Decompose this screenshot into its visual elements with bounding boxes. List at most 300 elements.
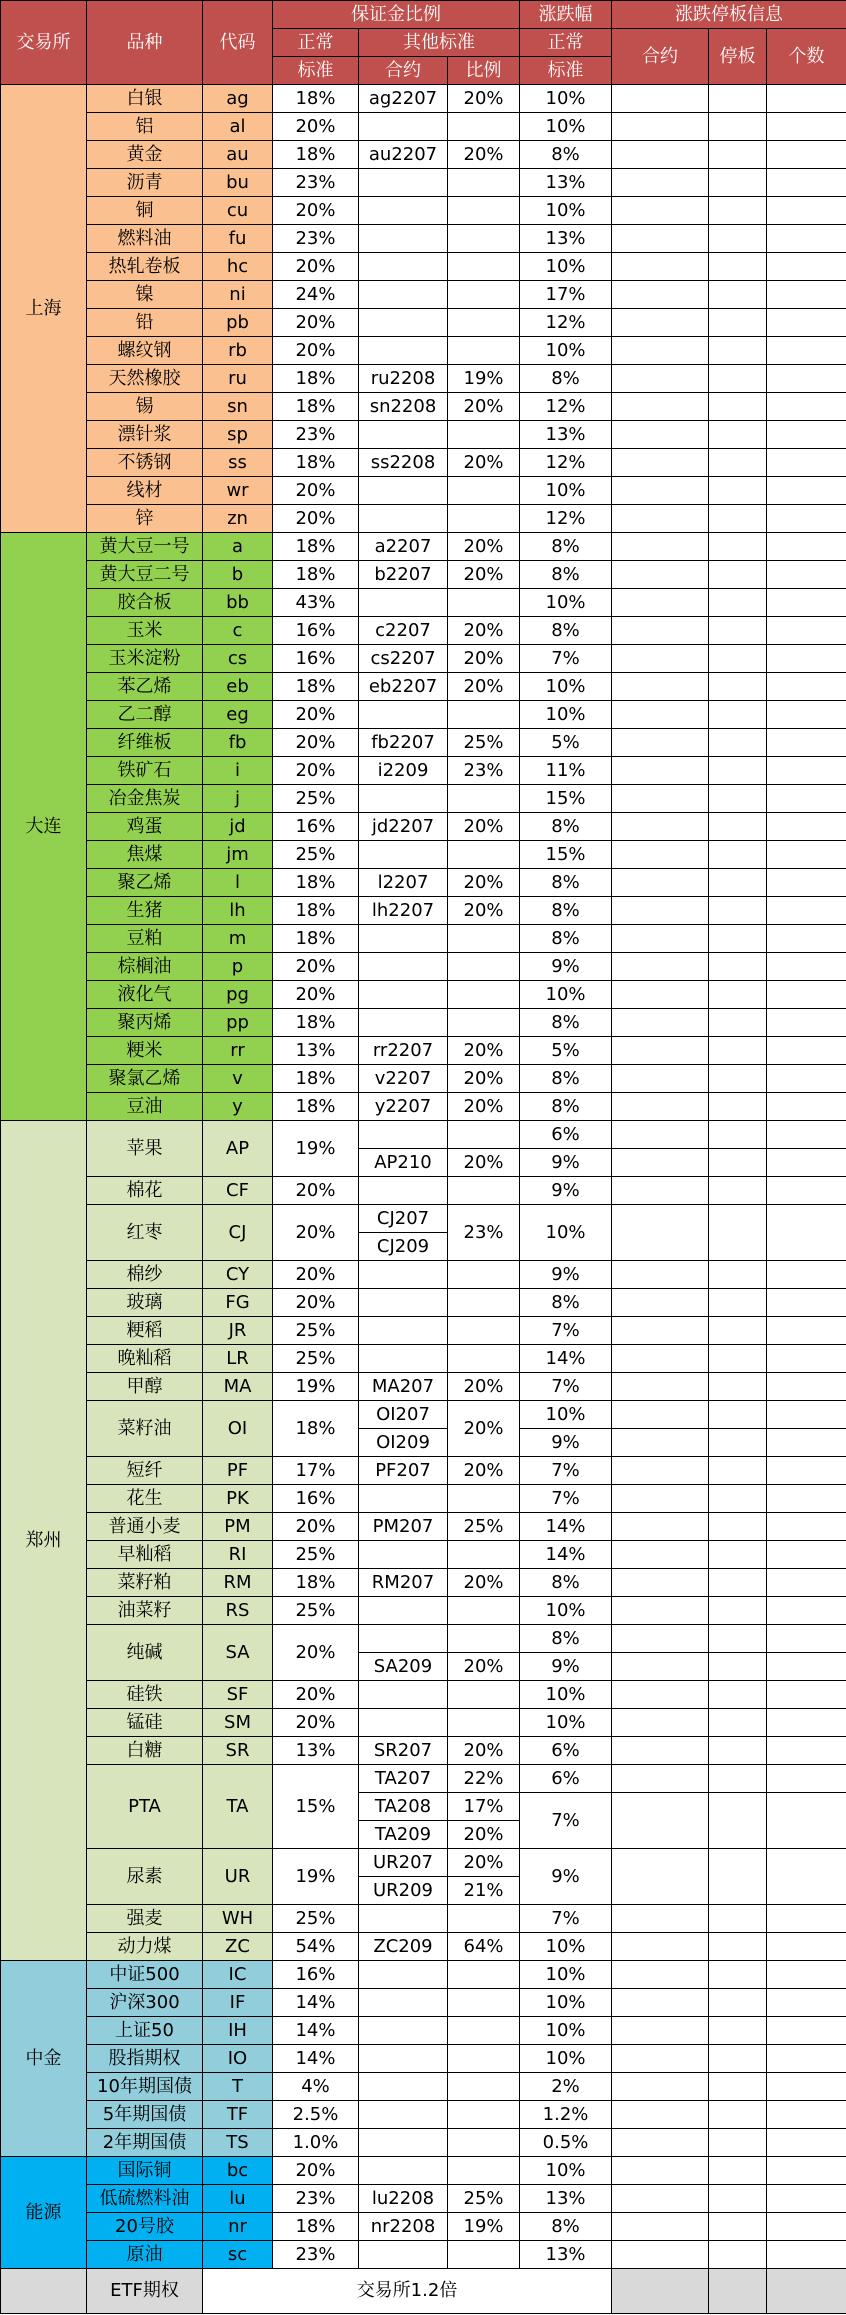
- other-contract-cell: [359, 841, 448, 869]
- other-contract-cell: [359, 1345, 448, 1373]
- limit-info-contract-cell: [612, 253, 709, 281]
- product-name-cell: 焦煤: [87, 841, 203, 869]
- limit-info-count-cell: [767, 785, 846, 813]
- table-row: [1, 1597, 846, 1625]
- product-code-cell: pb: [203, 309, 273, 337]
- other-contract-cell: [359, 1009, 448, 1037]
- other-contract-cell: TA207: [359, 1765, 448, 1793]
- margin-normal-cell: 18%: [273, 925, 359, 953]
- product-code-cell: JR: [203, 1317, 273, 1345]
- limit-info-contract-cell: [612, 2073, 709, 2101]
- limit-info-stop-cell: [709, 1513, 767, 1541]
- limit-info-stop-cell: [709, 1905, 767, 1933]
- margin-normal-cell: 18%: [273, 449, 359, 477]
- limit-info-stop-cell: [709, 281, 767, 309]
- table-row: [1, 645, 846, 673]
- limit-info-stop-cell: [709, 1373, 767, 1401]
- other-ratio-cell: [448, 1317, 520, 1345]
- limit-info-contract-cell: [612, 1541, 709, 1569]
- other-ratio-cell: [448, 925, 520, 953]
- table-row: [1, 533, 846, 561]
- other-ratio-cell: [448, 1289, 520, 1317]
- margin-normal-cell: 18%: [273, 1093, 359, 1121]
- product-name-cell: 乙二醇: [87, 701, 203, 729]
- other-ratio-cell: 20%: [448, 617, 520, 645]
- other-contract-cell: [359, 1989, 448, 2017]
- limit-normal-cell: 10%: [520, 477, 612, 505]
- product-code-cell: jm: [203, 841, 273, 869]
- product-code-cell: RS: [203, 1597, 273, 1625]
- limit-info-count-cell: [767, 2073, 846, 2101]
- product-name-cell: 黄大豆二号: [87, 561, 203, 589]
- margin-normal-cell: 16%: [273, 645, 359, 673]
- other-contract-cell: [359, 1681, 448, 1709]
- margin-normal-cell: 16%: [273, 1961, 359, 1989]
- other-contract-cell: v2207: [359, 1065, 448, 1093]
- limit-info-contract-cell: [612, 2185, 709, 2213]
- product-code-cell: nr: [203, 2213, 273, 2241]
- margin-normal-cell: 54%: [273, 1933, 359, 1961]
- other-ratio-cell: 20%: [448, 673, 520, 701]
- limit-info-contract-cell: [612, 785, 709, 813]
- other-ratio-cell: 20%: [448, 897, 520, 925]
- other-contract-cell: [359, 113, 448, 141]
- header-row-1: [1, 1, 846, 29]
- product-code-cell: y: [203, 1093, 273, 1121]
- product-name-cell: 生猪: [87, 897, 203, 925]
- limit-info-stop-cell: [709, 365, 767, 393]
- margin-normal-cell: 18%: [273, 561, 359, 589]
- exchange-cell: 大连: [1, 533, 87, 1121]
- other-contract-cell: OI209: [359, 1429, 448, 1457]
- table-row: [1, 337, 846, 365]
- other-contract-cell: [359, 169, 448, 197]
- other-contract-cell: l2207: [359, 869, 448, 897]
- limit-info-contract-cell: [612, 897, 709, 925]
- limit-normal-cell: 10%: [520, 1933, 612, 1961]
- limit-normal-cell: 9%: [520, 1261, 612, 1289]
- limit-info-stop-cell: [709, 393, 767, 421]
- margin-normal-cell: 16%: [273, 617, 359, 645]
- table-row: [1, 925, 846, 953]
- limit-info-contract-cell: [612, 1429, 709, 1457]
- table-row: [1, 953, 846, 981]
- product-name-cell: 早籼稻: [87, 1541, 203, 1569]
- other-contract-cell: [359, 1905, 448, 1933]
- limit-info-stop-cell: [709, 1093, 767, 1121]
- header-limit-normal-1: 正常: [520, 29, 612, 57]
- other-ratio-cell: [448, 505, 520, 533]
- other-ratio-cell: [448, 2157, 520, 2185]
- product-name-cell: 股指期权: [87, 2045, 203, 2073]
- other-contract-cell: jd2207: [359, 813, 448, 841]
- limit-info-stop-cell: [709, 2101, 767, 2129]
- product-code-cell: wr: [203, 477, 273, 505]
- margin-normal-cell: 20%: [273, 981, 359, 1009]
- other-contract-cell: a2207: [359, 533, 448, 561]
- table-row: [1, 1317, 846, 1345]
- limit-info-stop-cell: [709, 869, 767, 897]
- table-row: [1, 197, 846, 225]
- other-contract-cell: [359, 421, 448, 449]
- other-ratio-cell: 25%: [448, 2185, 520, 2213]
- product-code-cell: WH: [203, 1905, 273, 1933]
- limit-info-stop-cell: [709, 2045, 767, 2073]
- product-code-cell: bu: [203, 169, 273, 197]
- limit-normal-cell: 10%: [520, 1681, 612, 1709]
- limit-info-count-cell: [767, 645, 846, 673]
- limit-normal-cell: 10%: [520, 113, 612, 141]
- limit-normal-cell: 14%: [520, 1541, 612, 1569]
- margin-normal-cell: 20%: [273, 197, 359, 225]
- table-row: [1, 1401, 846, 1429]
- product-name-cell: 豆粕: [87, 925, 203, 953]
- table-row: [1, 1205, 846, 1233]
- header-info-stop: 停板: [709, 29, 767, 85]
- product-code-cell: TF: [203, 2101, 273, 2129]
- product-name-cell: 动力煤: [87, 1933, 203, 1961]
- product-code-cell: SF: [203, 1681, 273, 1709]
- table-row: [1, 365, 846, 393]
- limit-info-contract-cell: [612, 1569, 709, 1597]
- other-contract-cell: [359, 2045, 448, 2073]
- product-name-cell: 螺纹钢: [87, 337, 203, 365]
- table-row: [1, 785, 846, 813]
- product-code-cell: hc: [203, 253, 273, 281]
- product-name-cell: 甲醇: [87, 1373, 203, 1401]
- limit-normal-cell: 10%: [520, 589, 612, 617]
- margin-normal-cell: 13%: [273, 1037, 359, 1065]
- limit-info-count-cell: [767, 1989, 846, 2017]
- limit-info-count-cell: [767, 337, 846, 365]
- limit-info-stop-cell: [709, 729, 767, 757]
- product-code-cell: fb: [203, 729, 273, 757]
- margin-normal-cell: 19%: [273, 1373, 359, 1401]
- product-code-cell: i: [203, 757, 273, 785]
- product-code-cell: m: [203, 925, 273, 953]
- limit-info-stop-cell: [709, 1681, 767, 1709]
- other-ratio-cell: 20%: [448, 813, 520, 841]
- product-code-cell: SM: [203, 1709, 273, 1737]
- product-code-cell: OI: [203, 1401, 273, 1457]
- product-code-cell: IC: [203, 1961, 273, 1989]
- other-ratio-cell: [448, 1121, 520, 1149]
- limit-info-stop-cell: [709, 225, 767, 253]
- product-code-cell: ni: [203, 281, 273, 309]
- limit-info-contract-cell: [612, 561, 709, 589]
- limit-info-stop-cell: [709, 2129, 767, 2157]
- limit-info-stop-cell: [709, 1009, 767, 1037]
- product-code-cell: ZC: [203, 1933, 273, 1961]
- table-row: [1, 2129, 846, 2157]
- limit-info-count-cell: [767, 113, 846, 141]
- limit-info-contract-cell: [612, 1345, 709, 1373]
- product-name-cell: 沪深300: [87, 1989, 203, 2017]
- product-name-cell: 热轧卷板: [87, 253, 203, 281]
- footer-info-stop-cell: [709, 2269, 767, 2314]
- margin-normal-cell: 20%: [273, 701, 359, 729]
- header-normal-1: 正常: [273, 29, 359, 57]
- limit-info-contract-cell: [612, 85, 709, 113]
- limit-normal-cell: 7%: [520, 1373, 612, 1401]
- other-contract-cell: [359, 2101, 448, 2129]
- limit-info-contract-cell: [612, 1513, 709, 1541]
- table-row: [1, 1765, 846, 1793]
- other-ratio-cell: [448, 1989, 520, 2017]
- limit-info-contract-cell: [612, 981, 709, 1009]
- limit-info-count-cell: [767, 2213, 846, 2241]
- product-code-cell: UR: [203, 1849, 273, 1905]
- limit-info-contract-cell: [612, 1037, 709, 1065]
- product-code-cell: IH: [203, 2017, 273, 2045]
- table-row: [1, 2241, 846, 2269]
- limit-normal-cell: 10%: [520, 1989, 612, 2017]
- margin-normal-cell: 20%: [273, 729, 359, 757]
- limit-normal-cell: 10%: [520, 673, 612, 701]
- limit-info-stop-cell: [709, 1625, 767, 1653]
- other-ratio-cell: [448, 953, 520, 981]
- limit-info-stop-cell: [709, 841, 767, 869]
- other-ratio-cell: [448, 253, 520, 281]
- limit-info-contract-cell: [612, 449, 709, 477]
- limit-info-contract-cell: [612, 1681, 709, 1709]
- margin-normal-cell: 18%: [273, 869, 359, 897]
- limit-info-contract-cell: [612, 1205, 709, 1261]
- table-row: [1, 561, 846, 589]
- margin-normal-cell: 25%: [273, 1597, 359, 1625]
- exchange-cell: 中金: [1, 1961, 87, 2157]
- limit-info-stop-cell: [709, 253, 767, 281]
- header-limit-normal-2: 标准: [520, 57, 612, 85]
- product-name-cell: 20号胶: [87, 2213, 203, 2241]
- margin-normal-cell: 14%: [273, 1989, 359, 2017]
- limit-info-contract-cell: [612, 1317, 709, 1345]
- limit-info-count-cell: [767, 1289, 846, 1317]
- margin-normal-cell: 15%: [273, 1765, 359, 1849]
- product-name-cell: 锰硅: [87, 1709, 203, 1737]
- table-row: [1, 2157, 846, 2185]
- product-code-cell: zn: [203, 505, 273, 533]
- limit-info-contract-cell: [612, 2213, 709, 2241]
- other-ratio-cell: 19%: [448, 2213, 520, 2241]
- limit-info-contract-cell: [612, 1989, 709, 2017]
- margin-normal-cell: 18%: [273, 141, 359, 169]
- limit-info-stop-cell: [709, 1989, 767, 2017]
- other-contract-cell: UR209: [359, 1877, 448, 1905]
- other-ratio-cell: 19%: [448, 365, 520, 393]
- table-row: [1, 1457, 846, 1485]
- table-row: [1, 1849, 846, 1877]
- table-row: [1, 1345, 846, 1373]
- product-name-cell: 白糖: [87, 1737, 203, 1765]
- limit-info-count-cell: [767, 281, 846, 309]
- table-row: [1, 1961, 846, 1989]
- product-name-cell: 冶金焦炭: [87, 785, 203, 813]
- other-contract-cell: [359, 477, 448, 505]
- other-ratio-cell: [448, 1961, 520, 1989]
- product-name-cell: 纤维板: [87, 729, 203, 757]
- limit-normal-cell: 7%: [520, 1905, 612, 1933]
- other-contract-cell: cs2207: [359, 645, 448, 673]
- other-contract-cell: [359, 2017, 448, 2045]
- product-name-cell: 强麦: [87, 1905, 203, 1933]
- product-code-cell: l: [203, 869, 273, 897]
- exchange-cell: 郑州: [1, 1121, 87, 1961]
- limit-normal-cell: 9%: [520, 1849, 612, 1905]
- other-ratio-cell: 20%: [448, 449, 520, 477]
- limit-info-stop-cell: [709, 1597, 767, 1625]
- limit-info-count-cell: [767, 2157, 846, 2185]
- limit-info-count-cell: [767, 1345, 846, 1373]
- limit-normal-cell: 11%: [520, 757, 612, 785]
- margin-normal-cell: 14%: [273, 2045, 359, 2073]
- product-code-cell: lu: [203, 2185, 273, 2213]
- limit-info-stop-cell: [709, 617, 767, 645]
- margin-normal-cell: 20%: [273, 1177, 359, 1205]
- header-code: 代码: [203, 1, 273, 85]
- product-name-cell: 粳稻: [87, 1317, 203, 1345]
- table-row: [1, 1373, 846, 1401]
- margin-normal-cell: 18%: [273, 393, 359, 421]
- limit-info-contract-cell: [612, 477, 709, 505]
- limit-info-contract-cell: [612, 421, 709, 449]
- product-code-cell: fu: [203, 225, 273, 253]
- limit-info-count-cell: [767, 2017, 846, 2045]
- limit-normal-cell: 9%: [520, 1429, 612, 1457]
- limit-normal-cell: 8%: [520, 1625, 612, 1653]
- other-ratio-cell: 20%: [448, 1149, 520, 1177]
- other-ratio-cell: [448, 1009, 520, 1037]
- limit-info-count-cell: [767, 925, 846, 953]
- table-row: [1, 1177, 846, 1205]
- other-contract-cell: TA209: [359, 1821, 448, 1849]
- product-code-cell: SA: [203, 1625, 273, 1681]
- product-code-cell: b: [203, 561, 273, 589]
- limit-info-stop-cell: [709, 1457, 767, 1485]
- table-row: [1, 813, 846, 841]
- limit-normal-cell: 0.5%: [520, 2129, 612, 2157]
- product-name-cell: 国际铜: [87, 2157, 203, 2185]
- other-ratio-cell: [448, 2017, 520, 2045]
- product-name-cell: 棉纱: [87, 1261, 203, 1289]
- limit-normal-cell: 5%: [520, 1037, 612, 1065]
- table-row: [1, 1569, 846, 1597]
- limit-info-stop-cell: [709, 1709, 767, 1737]
- table-row: [1, 421, 846, 449]
- table-row: [1, 393, 846, 421]
- other-contract-cell: ZC209: [359, 1933, 448, 1961]
- product-code-cell: FG: [203, 1289, 273, 1317]
- limit-info-stop-cell: [709, 1569, 767, 1597]
- limit-info-stop-cell: [709, 1261, 767, 1289]
- other-ratio-cell: [448, 281, 520, 309]
- table-row: [1, 1009, 846, 1037]
- limit-info-count-cell: [767, 1177, 846, 1205]
- table-row: [1, 505, 846, 533]
- limit-normal-cell: 8%: [520, 2213, 612, 2241]
- limit-normal-cell: 13%: [520, 169, 612, 197]
- limit-info-count-cell: [767, 1569, 846, 1597]
- limit-normal-cell: 10%: [520, 2017, 612, 2045]
- other-ratio-cell: [448, 2045, 520, 2073]
- limit-info-count-cell: [767, 505, 846, 533]
- other-contract-cell: lu2208: [359, 2185, 448, 2213]
- exchange-cell: 上海: [1, 85, 87, 533]
- product-name-cell: 玉米淀粉: [87, 645, 203, 673]
- other-ratio-cell: [448, 225, 520, 253]
- limit-info-count-cell: [767, 1261, 846, 1289]
- margin-normal-cell: 25%: [273, 785, 359, 813]
- product-name-cell: 短纤: [87, 1457, 203, 1485]
- table-row: [1, 1933, 846, 1961]
- table-row: [1, 1989, 846, 2017]
- other-ratio-cell: [448, 197, 520, 225]
- table-row: [1, 477, 846, 505]
- other-contract-cell: [359, 1261, 448, 1289]
- limit-info-count-cell: [767, 729, 846, 757]
- limit-info-stop-cell: [709, 1037, 767, 1065]
- table-row: [1, 2073, 846, 2101]
- limit-normal-cell: 17%: [520, 281, 612, 309]
- limit-normal-cell: 10%: [520, 701, 612, 729]
- limit-info-count-cell: [767, 2129, 846, 2157]
- limit-info-contract-cell: [612, 1597, 709, 1625]
- limit-info-stop-cell: [709, 2185, 767, 2213]
- other-ratio-cell: [448, 1261, 520, 1289]
- other-contract-cell: [359, 281, 448, 309]
- limit-info-count-cell: [767, 421, 846, 449]
- margin-normal-cell: 20%: [273, 477, 359, 505]
- limit-normal-cell: 10%: [520, 2157, 612, 2185]
- limit-info-count-cell: [767, 1541, 846, 1569]
- product-name-cell: 硅铁: [87, 1681, 203, 1709]
- limit-normal-cell: 15%: [520, 785, 612, 813]
- limit-info-stop-cell: [709, 1317, 767, 1345]
- product-code-cell: jd: [203, 813, 273, 841]
- limit-info-contract-cell: [612, 1093, 709, 1121]
- limit-info-stop-cell: [709, 1345, 767, 1373]
- other-ratio-cell: 23%: [448, 1205, 520, 1261]
- product-code-cell: AP: [203, 1121, 273, 1177]
- product-code-cell: TS: [203, 2129, 273, 2157]
- product-code-cell: CJ: [203, 1205, 273, 1261]
- margin-normal-cell: 20%: [273, 1289, 359, 1317]
- limit-info-count-cell: [767, 589, 846, 617]
- limit-info-stop-cell: [709, 2073, 767, 2101]
- limit-normal-cell: 9%: [520, 1149, 612, 1177]
- limit-info-count-cell: [767, 1961, 846, 1989]
- limit-normal-cell: 7%: [520, 1793, 612, 1849]
- other-ratio-cell: 20%: [448, 1653, 520, 1681]
- product-code-cell: RI: [203, 1541, 273, 1569]
- product-name-cell: 豆油: [87, 1093, 203, 1121]
- other-contract-cell: sn2208: [359, 393, 448, 421]
- limit-info-count-cell: [767, 1205, 846, 1261]
- limit-info-contract-cell: [612, 617, 709, 645]
- other-ratio-cell: 20%: [448, 85, 520, 113]
- limit-info-stop-cell: [709, 1765, 767, 1793]
- limit-info-count-cell: [767, 1625, 846, 1653]
- limit-info-count-cell: [767, 2241, 846, 2269]
- limit-normal-cell: 8%: [520, 533, 612, 561]
- other-contract-cell: rr2207: [359, 1037, 448, 1065]
- other-contract-cell: [359, 1709, 448, 1737]
- other-contract-cell: MA207: [359, 1373, 448, 1401]
- limit-info-contract-cell: [612, 645, 709, 673]
- product-name-cell: 晚籼稻: [87, 1345, 203, 1373]
- product-name-cell: 纯碱: [87, 1625, 203, 1681]
- limit-info-contract-cell: [612, 1261, 709, 1289]
